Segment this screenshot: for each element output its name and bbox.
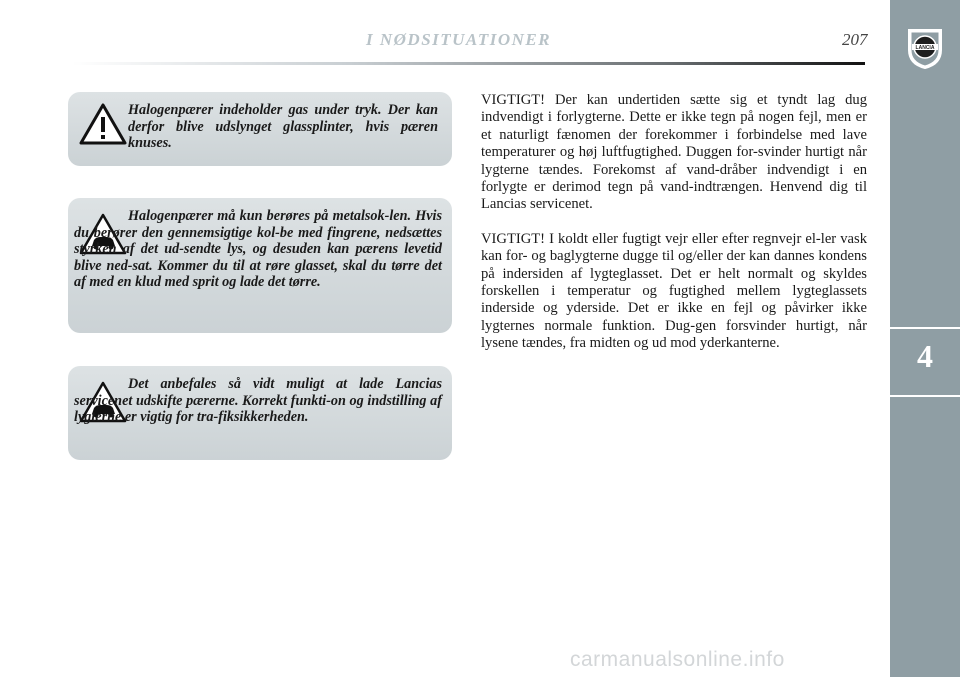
paragraph: VIGTIGT! Der kan undertiden sætte sig et tyndt lag dug indvendigt i forlygterne. Dette er ikke tegn på nogen fejl, men er et naturligt fænomen der forekommer i forbindelse med lave temperaturer og høj luftfugtighed. Duggen for-svinder hurtigt når lygterne tændes. Forekomst af vand-dråber indvendigt i en forlygte er derimod tegn på vand-indtrængen. Henvend dig til Lancias servicenet. [481,92,867,213]
note-text: Halogenpærer indeholder gas under tryk. Der kan derfor blive udslynget glassplinter, hvis pæren knuses. [128,102,438,152]
logo-text: LANCIA [915,45,935,51]
body-text [481,92,867,370]
caution-note [68,198,452,333]
sidebar-divider [890,395,960,397]
chapter-sidebar [890,0,960,677]
note-text: Det anbefales så vidt muligt at lade Lancias servicenet udskifte pærerne. Korrekt funkti-on og indstilling af lygterne er vigtig for tra-fiksikkerheden. [74,376,442,426]
header-rule [72,62,865,65]
section-title: I NØDSITUATIONER [366,30,552,49]
warning-triangle-icon [78,102,128,146]
chapter-number[interactable]: 4 [917,338,933,374]
paragraph: VIGTIGT! I koldt eller fugtigt vejr eller efter regnvejr el-ler vask kan for- og baglygterne dugge til og/eller der kan dannes kondens på indersiden af lygteglasset. Det er helt normalt og skyldes forskellen i temperatur og fugtighed mellem lygteglassets inderside og yderside. Det er ikke en fejl og påvirker ikke lygternes normale funktion. Dug-gen forsvinder hurtigt, når lysene tændes, fra midten og ud mod yderkanterne. [481,230,867,352]
caution-note [68,366,452,460]
sidebar-divider [890,327,960,329]
watermark: carmanualsonline.info [570,648,785,671]
page-number: 207 [842,30,868,49]
warning-note [68,92,452,166]
lancia-logo-icon [903,26,947,70]
note-text: Halogenpærer må kun berøres på metalsok-len. Hvis du berører den gennemsigtige kol-be med fingrene, nedsættes styrken af det ud-sendte lys, og desuden kan pærens levetid blive ned-sat. Kommer du til at røre glasset, skal du tørre det af med en klud med sprit og lade det tørre. [74,208,442,291]
